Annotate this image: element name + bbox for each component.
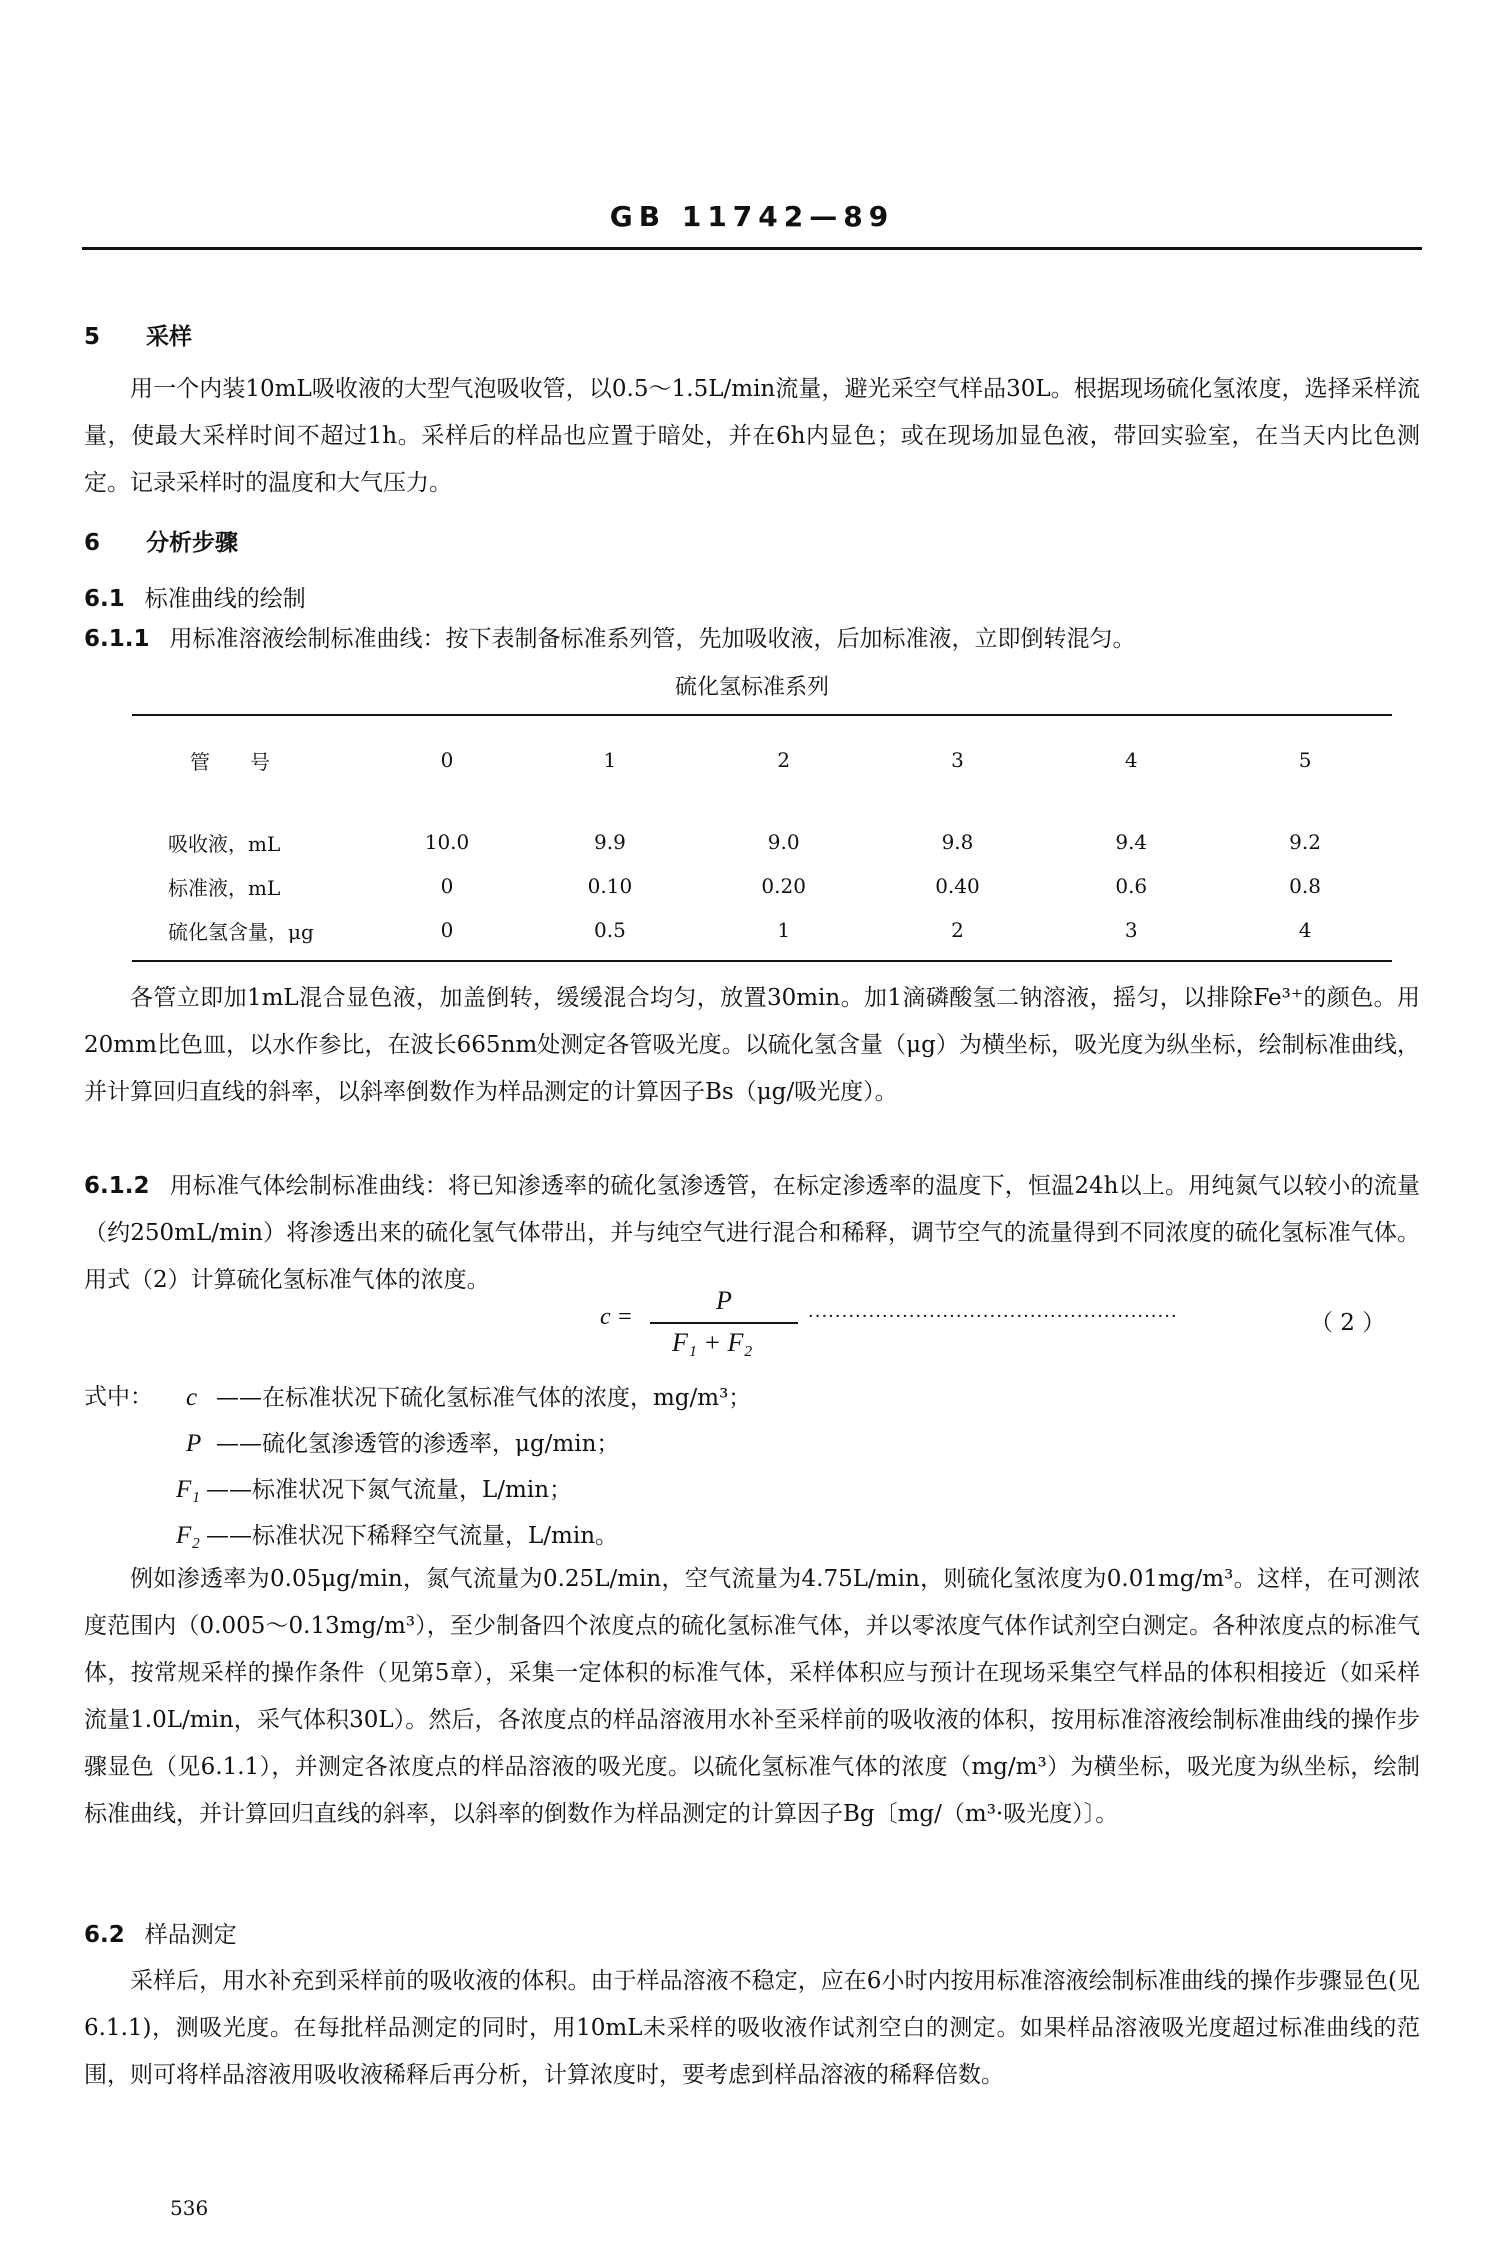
definitions-intro: 式中： — [84, 1384, 153, 1410]
definition-text: ——硫化氢渗透管的渗透率，μg/min； — [216, 1431, 620, 1457]
section-number: 5 — [84, 324, 101, 350]
definition-f1 — [176, 1466, 572, 1514]
section-6-heading — [84, 524, 238, 557]
table-cell: 0 — [440, 874, 454, 898]
section-6-2-text: 采样后，用水补充到采样前的吸收液的体积。由于样品溶液不稳定，应在6小时内按用标准溶液绘制标准曲线的操作步骤显色(见6.1.1)，测吸光度。在每批样品测定的同时，用10mL未采样的吸收液作试剂空白的测定。如果样品溶液吸光度超过标准曲线的范围，则可将样品溶液用吸收液稀释后再分析，计算浓度时，要考虑到样品溶液的稀释倍数。 — [84, 1968, 1420, 2088]
table-header-cell: 管 号 — [190, 749, 270, 774]
leader-dots: ······················································· — [808, 1306, 1178, 1327]
table-row — [132, 864, 1392, 908]
table-cell: 0.10 — [587, 874, 633, 898]
table-cell: 9.0 — [767, 830, 800, 854]
table-cell: 2 — [951, 918, 964, 942]
section-title: 分析步骤 — [146, 530, 238, 556]
table-header-cell: 5 — [1298, 748, 1312, 772]
equation-lhs: c = — [600, 1304, 633, 1330]
table-header-cell: 4 — [1124, 748, 1138, 772]
definition-p — [186, 1420, 619, 1468]
table-cell: 10.0 — [424, 830, 470, 854]
definition-text: ——标准状况下稀释空气流量，L/min。 — [206, 1523, 619, 1549]
table-cell: 9.8 — [941, 830, 974, 854]
table-cell: 3 — [1124, 918, 1138, 942]
equation-denominator: F₁ + F₂ — [672, 1328, 753, 1357]
standard-header: GB 11742—89 — [609, 200, 895, 233]
table-cell: 0.40 — [935, 874, 980, 898]
section-number: 6.2 — [84, 1922, 125, 1948]
table-cell: 标准液，mL — [168, 875, 281, 900]
section-title: 标准曲线的绘制 — [144, 586, 306, 612]
example-paragraph: 例如渗透率为0.05μg/min，氮气流量为0.25L/min，空气流量为4.75L/min，则硫化氢浓度为0.01mg/m³。这样，在可测浓度范围内（0.005～0.13mg/m³），至少制备四个浓度点的硫化氢标准气体，并以零浓度气体作试剂空白测定。各种浓度点的标准气体，按常规采样的操作条件（见第5章），采集一定体积的标准气体，采样体积应与预计在现场采集空气样品的体积相接近（如采样流量1.0L/min，采气体积30L）。然后，各浓度点的样品溶液用水补至采样前的吸收液的体积，按用标准溶液绘制标准曲线的操作步骤显色（见6.1.1），并测定各浓度点的样品溶液的吸光度。以硫化氢标准气体的浓度（mg/m³）为横坐标，吸光度为纵坐标，绘制标准曲线，并计算回归直线的斜率，以斜率的倒数作为样品测定的计算因子Bg〔mg/（m³·吸光度）〕。 — [84, 1566, 1420, 1827]
section-5-heading — [84, 318, 192, 351]
procedure-paragraph: 各管立即加1mL混合显色液，加盖倒转，缓缓混合均匀，放置30min。加1滴磷酸氢二钠溶液，摇匀，以排除Fe³⁺的颜色。用20mm比色皿，以水作参比，在波长665nm处测定各管吸光度。以硫化氢含量（μg）为横坐标，吸光度为纵坐标，绘制标准曲线，并计算回归直线的斜率，以斜率倒数作为样品测定的计算因子Bs（μg/吸光度）。 — [84, 985, 1420, 1105]
definition-symbol: P — [186, 1430, 202, 1457]
table-top-rule — [132, 714, 1392, 716]
table-header-cell: 1 — [603, 748, 617, 772]
table-cell: 0 — [440, 918, 454, 942]
table-row — [132, 820, 1392, 864]
section-6-2-heading — [84, 1912, 237, 1959]
section-6-1-1 — [84, 616, 1424, 663]
table-cell: 9.2 — [1289, 830, 1321, 854]
table-cell: 硫化氢含量，μg — [168, 919, 314, 944]
table-cell: 0.8 — [1289, 874, 1321, 898]
table-header-cell: 0 — [440, 748, 454, 772]
fraction-bar — [650, 1322, 798, 1324]
section-number: 6 — [84, 530, 101, 556]
section-text: 用标准溶液绘制标准曲线：按下表制备标准系列管，先加吸收液，后加标准液，立即倒转混匀。 — [169, 626, 1136, 652]
section-title: 采样 — [146, 324, 192, 350]
definition-c — [186, 1374, 751, 1422]
equation-numerator: P — [716, 1286, 732, 1315]
table-cell: 吸收液，mL — [168, 831, 281, 856]
section-6-1-2 — [84, 1163, 1420, 1304]
table-bottom-rule — [132, 960, 1392, 962]
table-cell: 0.6 — [1115, 874, 1148, 898]
definition-symbol: F₁ — [176, 1476, 200, 1503]
table-header-cell: 2 — [777, 748, 791, 772]
table-cell: 1 — [777, 918, 791, 942]
definition-text: ——在标准状况下硫化氢标准气体的浓度，mg/m³； — [216, 1385, 752, 1411]
table-cell: 9.9 — [594, 830, 626, 854]
page-number: 536 — [170, 2196, 209, 2220]
table-header-cell: 3 — [951, 748, 964, 772]
definition-symbol: F₂ — [176, 1522, 200, 1549]
section-number: 6.1 — [84, 586, 125, 612]
section-5-text: 用一个内装10mL吸收液的大型气泡吸收管，以0.5～1.5L/min流量，避光采空气样品30L。根据现场硫化氢浓度，选择采样流量，使最大采样时间不超过1h。采样后的样品也应置于暗处，并在6h内显色；或在现场加显色液，带回实验室，在当天内比色测定。记录采样时的温度和大气压力。 — [84, 376, 1420, 496]
definition-f2 — [176, 1512, 618, 1560]
equation-number: （ 2 ） — [1310, 1310, 1386, 1336]
table-cell: 0.5 — [594, 918, 626, 942]
header-rule — [82, 247, 1422, 250]
definition-symbol: c — [186, 1384, 198, 1411]
section-number: 6.1.1 — [84, 626, 150, 652]
definition-text: ——标准状况下氮气流量，L/min； — [206, 1477, 573, 1503]
table-row — [132, 908, 1392, 952]
table-cell: 4 — [1298, 918, 1312, 942]
table-header-row — [132, 738, 1392, 782]
section-number: 6.1.2 — [84, 1173, 150, 1199]
table-cell: 9.4 — [1115, 830, 1148, 854]
section-text: 用标准气体绘制标准曲线：将已知渗透率的硫化氢渗透管，在标定渗透率的温度下，恒温24h以上。用纯氮气以较小的流量（约250mL/min）将渗透出来的硫化氢气体带出，并与纯空气进行混合和稀释，调节空气的流量得到不同浓度的硫化氢标准气体。用式（2）计算硫化氢标准气体的浓度。 — [84, 1173, 1420, 1293]
table-caption: 硫化氢标准系列 — [674, 675, 829, 700]
standard-series-table — [132, 738, 1392, 952]
section-title: 样品测定 — [144, 1922, 237, 1948]
table-spacer — [132, 782, 1392, 820]
table-cell: 0.20 — [761, 874, 806, 898]
